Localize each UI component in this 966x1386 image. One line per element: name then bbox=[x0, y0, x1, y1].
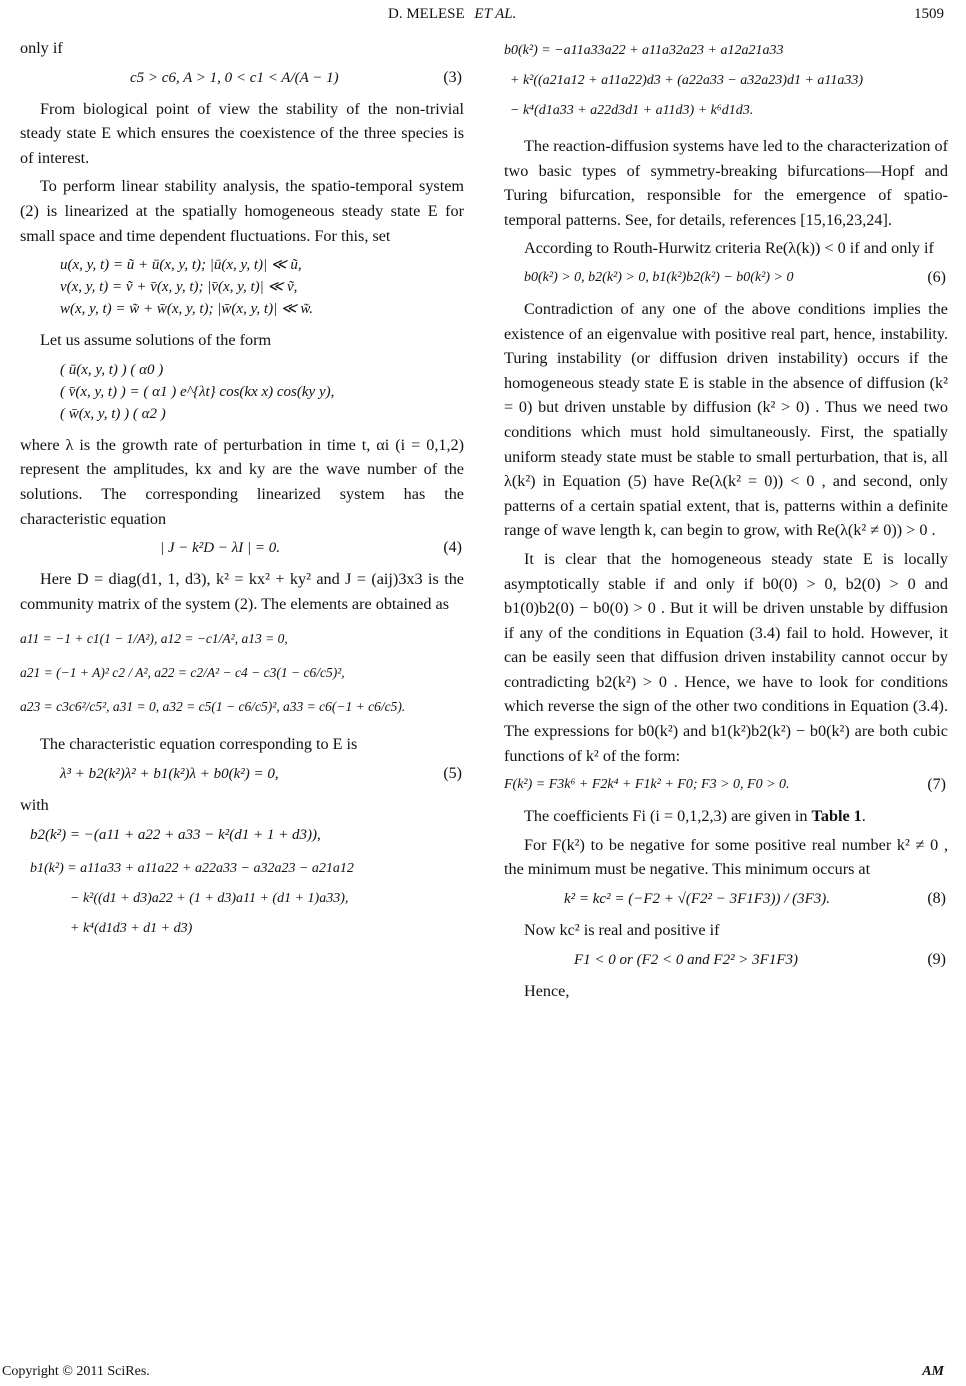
solution-form-equation: ( ū(x, y, t) ) ( α0 ) ( v̄(x, y, t) ) = ( α1 ) e^{λt} cos(kx x) cos(ky y), ( w̄(x, y, t) ) ( α2 ) bbox=[60, 361, 335, 422]
equation-4: | J − k²D − λI | = 0. (4) bbox=[160, 537, 464, 559]
equation-number: (8) bbox=[927, 890, 946, 908]
community-matrix-elements: a11 = −1 + c1(1 − 1/A²), a12 = −c1/A², a13 = 0, a21 = (−1 + A)² c2 / A², a22 = c2/A² − c4 − c3(1 − c6/c5)², a23 = c3c6²/c5², a31 = 0, a32 = c5(1 − c6/c5)², a33 = c6(−1 + c6/c5). bbox=[20, 631, 406, 715]
header-author: D. MELESE bbox=[388, 6, 465, 22]
equation-number: (3) bbox=[443, 68, 462, 86]
text-hence: Hence, bbox=[524, 981, 570, 1000]
equation-number: (7) bbox=[927, 776, 946, 794]
equation-3: c5 > c6, A > 1, 0 < c1 < A/(A − 1) (3) bbox=[130, 67, 464, 89]
equation-8: k² = kc² = (−F2 + √(F2² − 3F1F3)) / (3F3). (8) bbox=[564, 888, 948, 910]
b2-expression: b2(k²) = −(a11 + a22 + a33 − k²(d1 + 1 + d3)), bbox=[30, 826, 321, 843]
right-column bbox=[504, 36, 948, 1007]
paragraph: According to Routh-Hurwitz criteria Re(λ(k)) < 0 if and only if bbox=[524, 239, 934, 258]
paragraph: Contradiction of any one of the above conditions implies the existence of an eigenvalue with positive real part, hence, instability. Turing instability (or diffusion driven instability) occurs if the homogeneous steady state E is stable in the absence of diffusion (k² = 0) but driven unstable by diffusion (k² > 0) . Thus we need two conditions which must hold simultaneously. First, the spatially uniform steady state must be stable to small perturbation, that is, all λ(k²) in Equation (5) have Re(λ(k² = 0)) < 0 , and second, only patterns of a certain spatial extent, that is, patterns within a definite range of wave length k, can begin to grow, with Re(λ(k² ≠ 0)) > 0 . bbox=[504, 299, 948, 540]
paragraph: Here D = diag(d1, 1, d3), k² = kx² + ky² and J = (aij)3x3 is the community matrix of the system (2). The elements are obtained as bbox=[20, 570, 464, 613]
paragraph: Now kc² is real and positive if bbox=[524, 921, 720, 940]
text-only-if: only if bbox=[20, 39, 63, 57]
paragraph-table-ref: The coefficients Fi (i = 0,1,2,3) are given in Table 1. bbox=[524, 807, 866, 826]
paragraph: From biological point of view the stability of the non-trivial steady state E which ensures the coexistence of the three species is of interest. bbox=[20, 99, 464, 167]
paragraph: Let us assume solutions of the form bbox=[40, 331, 272, 350]
equation-number: (9) bbox=[927, 950, 946, 968]
paragraph: where λ is the growth rate of perturbation in time t, αi (i = 0,1,2) represent the amplitudes, kx and ky are the wave number of the solutions. The corresponding linearized system has the characteristic equation bbox=[20, 435, 464, 528]
text-with: with bbox=[20, 795, 49, 814]
header-page-number: 1509 bbox=[914, 6, 944, 22]
paragraph: The characteristic equation corresponding to E is bbox=[40, 735, 358, 754]
left-column bbox=[20, 36, 464, 952]
footer-copyright: Copyright © 2011 SciRes. bbox=[2, 1364, 150, 1379]
paragraph: To perform linear stability analysis, the spatio-temporal system (2) is linearized at the spatially homogeneous steady state E for small space and time dependent fluctuations. For this, set bbox=[20, 177, 464, 245]
perturbation-equations: u(x, y, t) = ũ + ū(x, y, t); |ū(x, y, t)| ≪ ũ, v(x, y, t) = ṽ + v̄(x, y, t); |v̄(x, y, t)| ≪ ṽ, w(x, y, t) = w̃ + w̄(x, y, t); |w̄(x, y, t)| ≪ w̃. bbox=[60, 257, 314, 318]
equation-number: (5) bbox=[443, 764, 462, 782]
b0-expression: b0(k²) = −a11a33a22 + a11a32a23 + a12a21a33 + k²((a21a12 + a11a22)d3 + (a22a33 − a32a23)d1 + a11a33) − k⁴(d1a33 + a22d3d1 + a11d3) + k⁶d1d3. bbox=[504, 43, 864, 118]
equation-9: F1 < 0 or (F2 < 0 and F2² > 3F1F3) (9) bbox=[574, 949, 948, 971]
equation-5: λ³ + b2(k²)λ² + b1(k²)λ + b0(k²) = 0, (5) bbox=[60, 763, 464, 785]
equation-number: (6) bbox=[927, 268, 946, 286]
footer-journal: AM bbox=[922, 1364, 944, 1379]
equation-number: (4) bbox=[443, 539, 462, 557]
equation-6: b0(k²) > 0, b2(k²) > 0, b1(k²)b2(k²) − b0(k²) > 0 (6) bbox=[524, 267, 948, 289]
table-1-link[interactable]: Table 1 bbox=[811, 807, 862, 826]
paragraph: It is clear that the homogeneous steady state E is locally asymptotically stable if and only if b0(0) > 0, b2(0) > 0 and b1(0)b2(0) − b0(0) > 0 . But it will be driven unstable by diffusion if any of the conditions in Equation (3.4) fail to hold. However, it can be easily seen that diffusion driven instability cannot occur by contradicting b2(k²) > 0 . Hence, we have to look for conditions which reverse the sign of the other two conditions in Equation (3.4). The expressions for b0(k²) and b1(k²)b2(k²) − b0(k²) are both cubic functions of k² of the form: bbox=[504, 549, 948, 765]
b1-expression: b1(k²) = a11a33 + a11a22 + a22a33 − a32a23 − a21a12 − k²((d1 + d3)a22 + (1 + d3)a11 + (d1 + 1)a33), + k⁴(d1d3 + d1 + d3) bbox=[30, 860, 354, 936]
running-header-author bbox=[388, 6, 516, 23]
paragraph: For F(k²) to be negative for some positive real number k² ≠ 0 , the minimum must be negative. This minimum occurs at bbox=[504, 835, 948, 879]
paragraph: The reaction-diffusion systems have led to the characterization of two basic types of symmetry-breaking bifurcations—Hopf and Turing bifurcation, responsible for the emergence of spatio-temporal patterns. See, for details, references [15,16,23,24]. bbox=[504, 137, 949, 229]
equation-7: F(k²) = F3k⁶ + F2k⁴ + F1k² + F0; F3 > 0, F0 > 0. (7) bbox=[504, 774, 948, 796]
header-et-al: ET AL. bbox=[474, 6, 517, 22]
